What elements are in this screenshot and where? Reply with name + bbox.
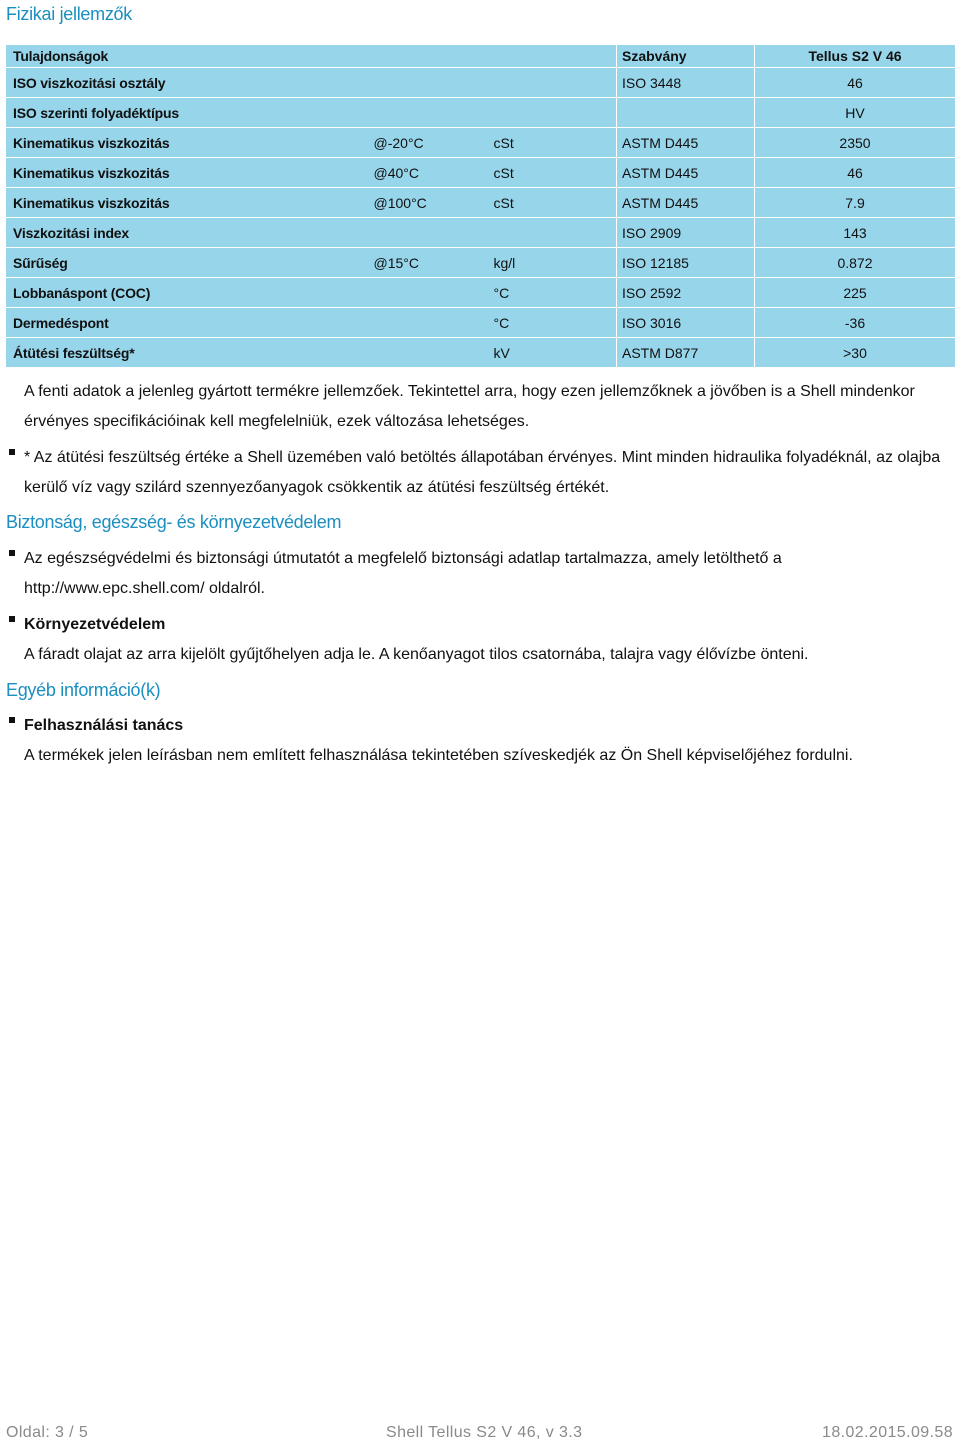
bullet-icon (9, 550, 15, 556)
environment-text: A fáradt olajat az arra kijelölt gyűjtőhelyen adja le. A kenőanyagot tilos csatornába, talajra vagy élővízbe önteni. (24, 646, 809, 663)
note-dielectric: * Az átütési feszültség értéke a Shell üzemében való betöltés állapotában érvényes. Mint minden hidraulika folyadéknál, az olajba kerülő víz vagy szilárd szennyezőanyagok csökkentik az átütési feszültség értékét. (24, 449, 941, 496)
table-cell (367, 218, 487, 248)
table-cell: cSt (487, 158, 617, 188)
table-cell: Átütési feszültség* (6, 338, 367, 368)
bullet-icon (9, 717, 15, 723)
bullet-icon (9, 449, 15, 455)
table-cell: ISO viszkozitási osztály (6, 68, 367, 98)
table-cell: -36 (755, 308, 956, 338)
table-cell: kg/l (487, 248, 617, 278)
table-cell (487, 68, 617, 98)
section-title-physical: Fizikai jellemzők (6, 4, 132, 24)
bullet-icon (9, 616, 15, 622)
usage-text: A termékek jelen leírásban nem említett felhasználása tekintetében szíveskedjék az Ön Shell képviselőjéhez fordulni. (24, 747, 853, 764)
table-cell (487, 98, 617, 128)
footer-document: Shell Tellus S2 V 46, v 3.3 (386, 1424, 583, 1441)
table-cell: ASTM D445 (617, 188, 755, 218)
table-row (6, 98, 956, 128)
table-cell (367, 278, 487, 308)
environment-heading: Környezetvédelem (24, 616, 166, 633)
table-row (6, 278, 956, 308)
table-row (6, 308, 956, 338)
table-row (6, 128, 956, 158)
table-cell: 46 (755, 68, 956, 98)
table-cell: 143 (755, 218, 956, 248)
table-row (6, 188, 956, 218)
table-cell: Lobbanáspont (COC) (6, 278, 367, 308)
table-cell: cSt (487, 188, 617, 218)
table-cell: HV (755, 98, 956, 128)
table-cell: ISO 12185 (617, 248, 755, 278)
table-row (6, 158, 956, 188)
table-cell: cSt (487, 128, 617, 158)
table-header-cell: Tellus S2 V 46 (755, 45, 956, 68)
table-cell: ASTM D445 (617, 158, 755, 188)
table-cell: °C (487, 278, 617, 308)
table-cell (367, 308, 487, 338)
table-header-cell: Szabvány (617, 45, 755, 68)
table-header-cell (487, 45, 617, 68)
table-cell: 225 (755, 278, 956, 308)
table-row (6, 68, 956, 98)
footer-page: Oldal: 3 / 5 (6, 1424, 89, 1441)
table-cell (617, 98, 755, 128)
table-cell (367, 98, 487, 128)
table-cell: °C (487, 308, 617, 338)
table-header-cell (367, 45, 487, 68)
usage-heading: Felhasználási tanács (24, 717, 184, 734)
footer-date: 18.02.2015.09.58 (822, 1424, 953, 1441)
section-title-safety: Biztonság, egészség- és környezetvédelem (6, 512, 342, 532)
table-cell: @100°C (367, 188, 487, 218)
table-cell (367, 338, 487, 368)
table-cell: Kinematikus viszkozitás (6, 188, 367, 218)
table-cell (487, 218, 617, 248)
table-row (6, 248, 956, 278)
table-cell: 2350 (755, 128, 956, 158)
table-cell: Dermedéspont (6, 308, 367, 338)
table-cell (367, 68, 487, 98)
table-cell: ISO 2909 (617, 218, 755, 248)
table-header-cell: Tulajdonságok (6, 45, 367, 68)
table-cell: @15°C (367, 248, 487, 278)
table-cell: kV (487, 338, 617, 368)
table-cell: Sűrűség (6, 248, 367, 278)
safety-text: Az egészségvédelmi és biztonsági útmutatót a megfelelő biztonsági adatlap tartalmazza, amely letölthető a http://www.epc.shell.com/ oldalról. (24, 550, 782, 597)
properties-table (5, 44, 956, 368)
note-data-disclaimer: A fenti adatok a jelenleg gyártott termékre jellemzőek. Tekintettel arra, hogy ezen jellemzőknek a jövőben is a Shell mindenkor érvényes specifikációinak kell megfelelniük, ezek változása lehetséges. (24, 383, 915, 430)
table-cell: 0.872 (755, 248, 956, 278)
table-cell: Viszkozitási index (6, 218, 367, 248)
table-cell: 46 (755, 158, 956, 188)
table-cell: >30 (755, 338, 956, 368)
table-cell: @40°C (367, 158, 487, 188)
table-row (6, 218, 956, 248)
table-cell: ISO 2592 (617, 278, 755, 308)
table-cell: ASTM D877 (617, 338, 755, 368)
table-cell: Kinematikus viszkozitás (6, 128, 367, 158)
table-row (6, 338, 956, 368)
table-cell: ISO szerinti folyadéktípus (6, 98, 367, 128)
table-cell: @-20°C (367, 128, 487, 158)
section-title-other: Egyéb információ(k) (6, 680, 161, 700)
table-cell: 7.9 (755, 188, 956, 218)
table-cell: ASTM D445 (617, 128, 755, 158)
table-cell: Kinematikus viszkozitás (6, 158, 367, 188)
table-header-row (6, 45, 956, 68)
table-cell: ISO 3016 (617, 308, 755, 338)
table-cell: ISO 3448 (617, 68, 755, 98)
